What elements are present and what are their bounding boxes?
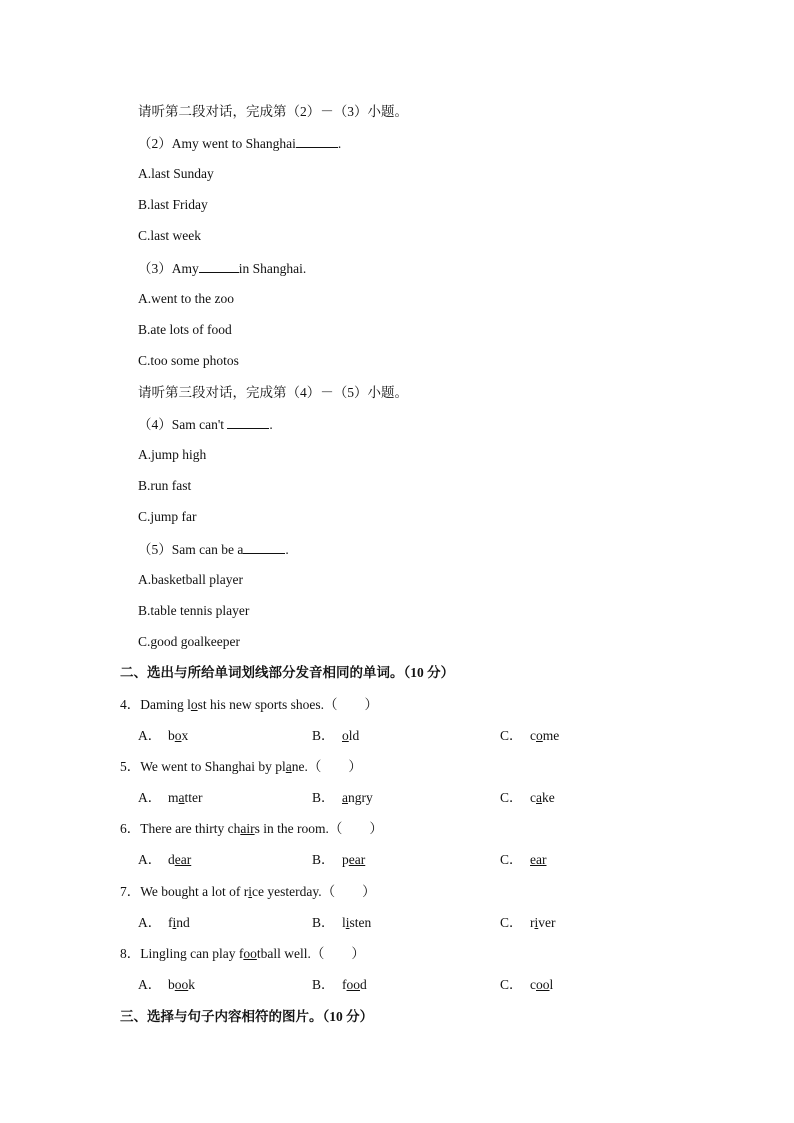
underlined-sound: o [342,728,349,743]
underlined-sound: oo [174,977,189,992]
underlined-sound: o [536,728,543,743]
option-a: A.went to the zoo [138,291,234,306]
option-c: C.last week [138,228,201,243]
underlined-sound: o [190,697,198,712]
choice-option: B． listen [312,915,372,930]
question-number: 6． [120,821,141,836]
choice-option: C． cake [500,790,555,805]
choice-option: B． angry [312,790,373,805]
question-stem: 7．We bought a lot of rice yesterday.（ ） [120,884,376,899]
underlined-sound: ear [174,852,192,867]
choice-option: C． come [500,728,560,743]
underlined-sound: air [240,821,255,836]
answer-blank [243,541,285,554]
choice-option: C． cool [500,977,554,992]
underlined-sound: oo [346,977,360,992]
choice-letter: C． [500,790,523,805]
underlined-sound: i [172,915,177,930]
choice-option [500,852,546,868]
underlined-sound: a [342,790,348,805]
option-b: B.run fast [138,478,192,493]
underlined-sound: ear [530,852,547,867]
question-5-stem: （5）Sam can be a . [138,542,289,557]
choice-letter: B． [312,977,335,992]
choice-letter: A． [138,728,162,743]
question-number: 5． [120,759,141,774]
option-b: B.last Friday [138,197,208,212]
option-c: C.jump far [138,509,197,524]
option-a: A.last Sunday [138,166,214,181]
part3-heading: 三、选择与句子内容相符的图片。（10 分） [120,1009,374,1024]
question-4-stem: （4）Sam can't . [138,417,273,432]
section2-intro: 请听第二段对话，完成第（2）－（3）小题。 [138,104,408,119]
choice-option: B． food [312,977,367,992]
choice-letter: A． [138,790,162,805]
choice-option: A． box [138,728,189,743]
question-number: 8． [120,946,141,961]
option-a: A.jump high [138,447,207,462]
underlined-sound: oo [536,977,550,992]
choice-option: B． old [312,728,360,743]
option-c: C.good goalkeeper [138,634,240,649]
choice-option: C． river [500,915,556,930]
underlined-sound: oo [243,946,257,961]
choice-letter: B． [312,790,335,805]
underlined-sound: o [174,728,182,743]
option-b: B.table tennis player [138,603,250,618]
choice-letter: B． [312,728,335,743]
underlined-sound: ear [348,852,366,867]
option-a: A.basketball player [138,572,243,587]
choice-letter: C． [500,915,523,930]
underlined-sound: i [534,915,539,930]
question-stem: 5．We went to Shanghai by plane.（ ） [120,759,362,774]
option-c: C.too some photos [138,353,239,368]
choice-letter: B． [312,852,335,867]
underlined-sound: i [248,884,253,899]
option-b: B.ate lots of food [138,322,232,337]
choice-option: A． book [138,977,195,992]
choice-letter: C． [500,728,523,743]
question-stem: 8．Lingling can play football well.（ ） [120,946,365,961]
question-stem: 4．Daming lost his new sports shoes.（ ） [120,697,379,712]
choice-letter: B． [312,915,335,930]
underlined-sound: a [536,790,542,805]
choice-letter: A． [138,852,162,867]
question-number: 7． [120,884,141,899]
underlined-sound: a [178,790,185,805]
choice-option: A． dear [138,852,192,867]
choice-letter: A． [138,977,162,992]
answer-blank [296,135,338,148]
choice-letter: C． [500,977,523,992]
choice-letter: A． [138,915,162,930]
underlined-sound: a [285,759,292,774]
part2-heading: 二、选出与所给单词划线部分发音相同的单词。（10 分） [120,665,455,680]
question-3-stem: （3）Amy in Shanghai. [138,261,307,276]
question-stem: 6．There are thirty chairs in the room.（ ） [120,821,383,836]
underlined-sound: i [345,915,350,930]
answer-blank [199,260,239,273]
choice-option: A． find [138,915,190,930]
choice-letter: C． [500,852,523,867]
choice-option: A． matter [138,790,203,805]
choice-option: B． pear [312,852,366,867]
answer-blank [227,416,269,429]
question-number: 4． [120,697,141,712]
section3-intro: 请听第三段对话，完成第（4）－（5）小题。 [138,385,408,400]
question-2-stem: （2）Amy went to Shanghai . [138,136,342,151]
